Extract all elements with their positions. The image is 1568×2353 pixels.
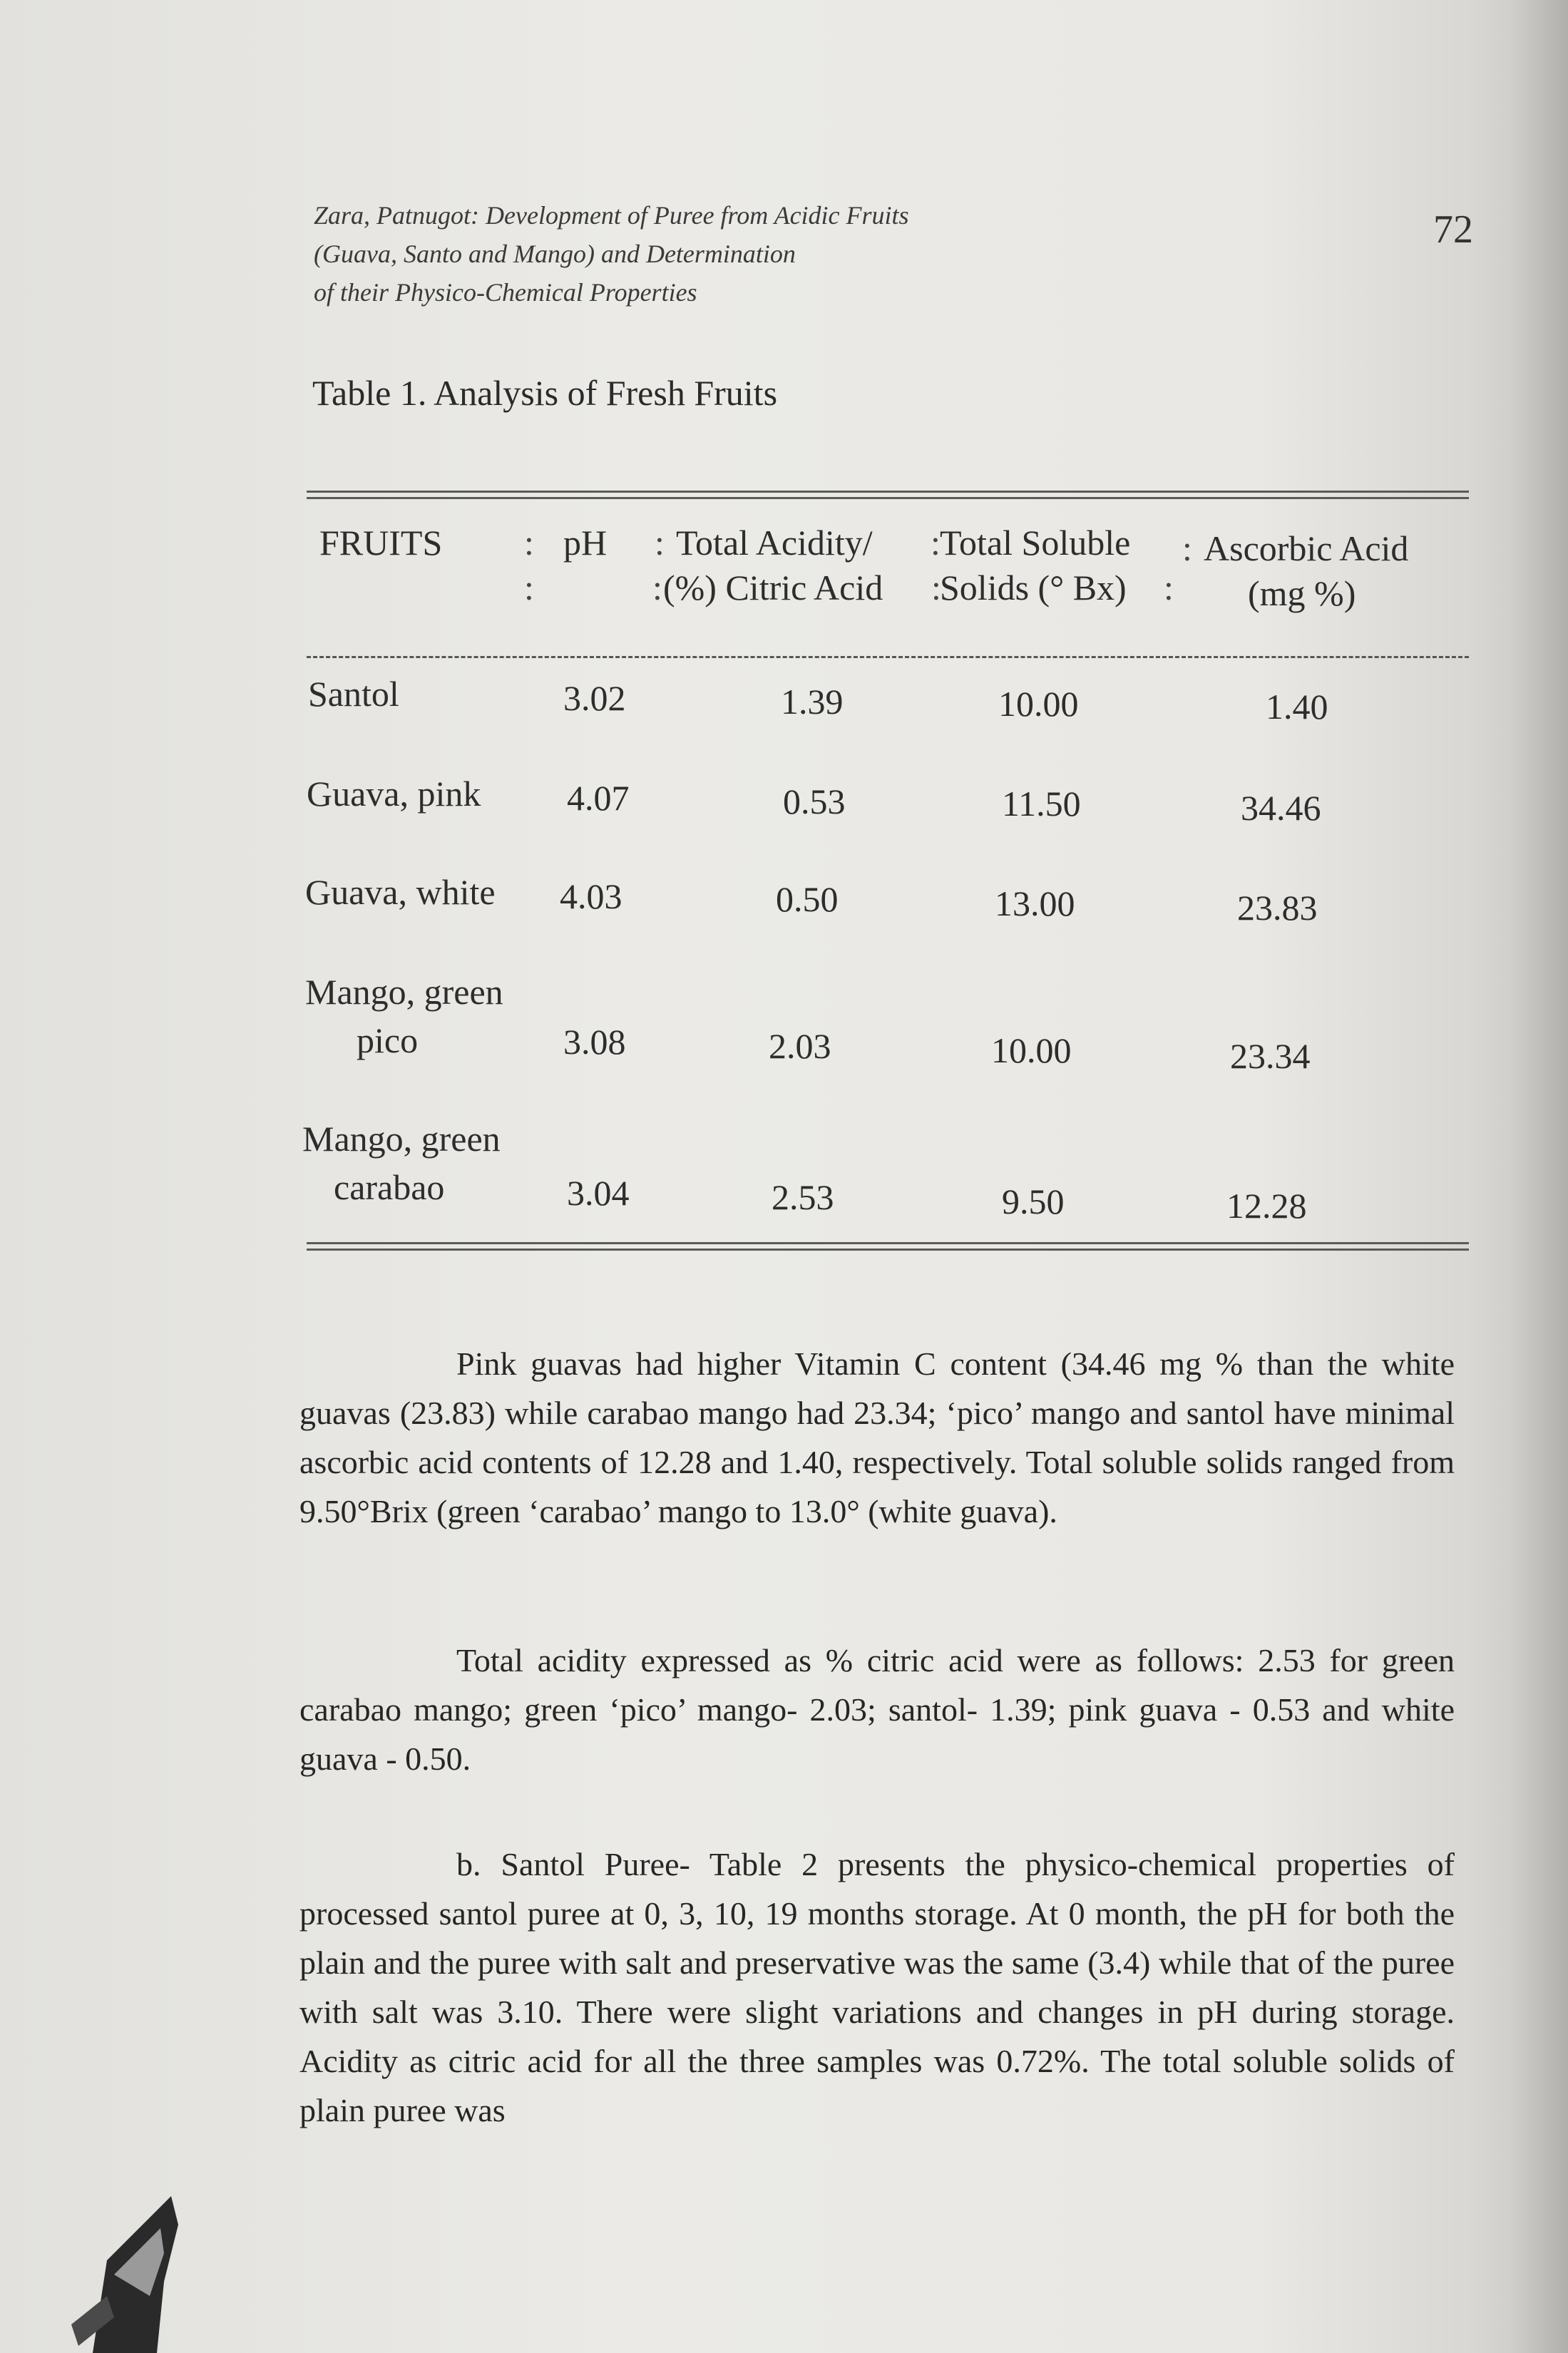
cell-acidity: 0.50	[776, 879, 839, 919]
paragraph-text: Pink guavas had higher Vitamin C content (34.46 mg % than the white guavas (23.83) while carabao mango had 23.34; ‘pico’ mango and santol have minimal ascorbic acid contents of 12.28 and 1.40, respectively. Total soluble solids ranged from 9.50°Brix (green ‘carabao’ mango to 13.0° (white guava).	[299, 1345, 1455, 1529]
running-header	[314, 196, 1169, 312]
cell-ascorbic: 23.34	[1230, 1036, 1311, 1076]
cell-tss: 10.00	[991, 1030, 1072, 1070]
cell-ascorbic: 34.46	[1241, 788, 1321, 828]
col-separator: :	[1164, 568, 1174, 608]
binder-clip-image	[64, 2175, 178, 2353]
col-separator: :	[931, 568, 941, 608]
cell-fruit: Mango, green	[302, 1119, 501, 1159]
cell-tss: 11.50	[1002, 784, 1081, 824]
col-separator: :	[655, 523, 665, 563]
cell-ph: 3.04	[567, 1173, 630, 1213]
cell-acidity: 2.53	[772, 1177, 834, 1217]
cell-acidity: 0.53	[783, 781, 846, 821]
cell-fruit: Guava, white	[305, 872, 496, 912]
col-separator: :	[524, 568, 534, 608]
col-separator: :	[931, 523, 941, 563]
cell-ascorbic: 12.28	[1226, 1186, 1307, 1226]
cell-acidity: 2.03	[769, 1026, 831, 1066]
cell-fruit: Santol	[308, 674, 399, 714]
cell-ph: 4.07	[567, 778, 630, 818]
col-header-ascorbic-line1: Ascorbic Acid	[1204, 528, 1409, 568]
header-line-1: Zara, Patnugot: Development of Puree from Acidic Fruits	[314, 201, 909, 230]
col-header-fruits: FRUITS	[319, 523, 443, 563]
cell-tss: 10.00	[998, 684, 1079, 724]
cell-fruit: Mango, green	[305, 972, 503, 1012]
page-number: 72	[1433, 207, 1473, 252]
header-line-2: (Guava, Santo and Mango) and Determination	[314, 240, 796, 268]
table-header-rule	[307, 656, 1469, 658]
paragraph-santol-puree	[299, 1840, 1455, 2135]
col-header-ascorbic-line2: (mg %)	[1248, 573, 1356, 613]
col-header-ph: pH	[563, 523, 608, 563]
cell-acidity: 1.39	[781, 682, 844, 722]
table-caption: Table 1. Analysis of Fresh Fruits	[312, 373, 778, 413]
paragraph-vitamin-c	[299, 1339, 1455, 1536]
cell-fruit: Guava, pink	[307, 774, 481, 814]
paragraph-text: Total acidity expressed as % citric acid were as follows: 2.53 for green carabao mango; green ‘pico’ mango- 2.03; santol- 1.39; pink guava - 0.53 and white guava - 0.50.	[299, 1642, 1455, 1777]
cell-fruit-line2: pico	[357, 1020, 419, 1060]
header-line-3: of their Physico-Chemical Properties	[314, 278, 697, 307]
col-header-acidity-line1: Total Acidity/	[676, 523, 873, 563]
page-edge-shadow	[1511, 0, 1568, 2353]
cell-tss: 13.00	[995, 883, 1075, 923]
cell-tss: 9.50	[1002, 1181, 1065, 1221]
cell-ascorbic: 23.83	[1237, 888, 1318, 928]
col-header-acidity-line2: (%) Citric Acid	[663, 568, 883, 608]
paragraph-acidity	[299, 1636, 1455, 1783]
cell-fruit-line2: carabao	[334, 1167, 445, 1207]
cell-ph: 4.03	[560, 876, 622, 916]
paragraph-text: b. Santol Puree- Table 2 presents the physico-chemical properties of processed santol puree at 0, 3, 10, 19 months storage. At 0 month, the pH for both the plain and the puree with salt and preservative was the same (3.4) while that of the puree with salt was 3.10. There were slight variations and changes in pH during storage. Acidity as citric acid for all the three samples was 0.72%. The total soluble solids of plain puree was	[299, 1846, 1455, 2128]
table-top-rule	[307, 491, 1469, 499]
col-header-tss-line1: Total Soluble	[940, 523, 1131, 563]
cell-ph: 3.08	[563, 1022, 626, 1062]
col-header-tss-line2: Solids (° Bx)	[940, 568, 1127, 608]
col-separator: :	[1182, 528, 1192, 568]
cell-ph: 3.02	[563, 678, 626, 718]
col-separator: :	[524, 523, 534, 563]
col-separator: :	[652, 568, 662, 608]
cell-ascorbic: 1.40	[1266, 687, 1328, 727]
table-bottom-rule	[307, 1242, 1469, 1251]
